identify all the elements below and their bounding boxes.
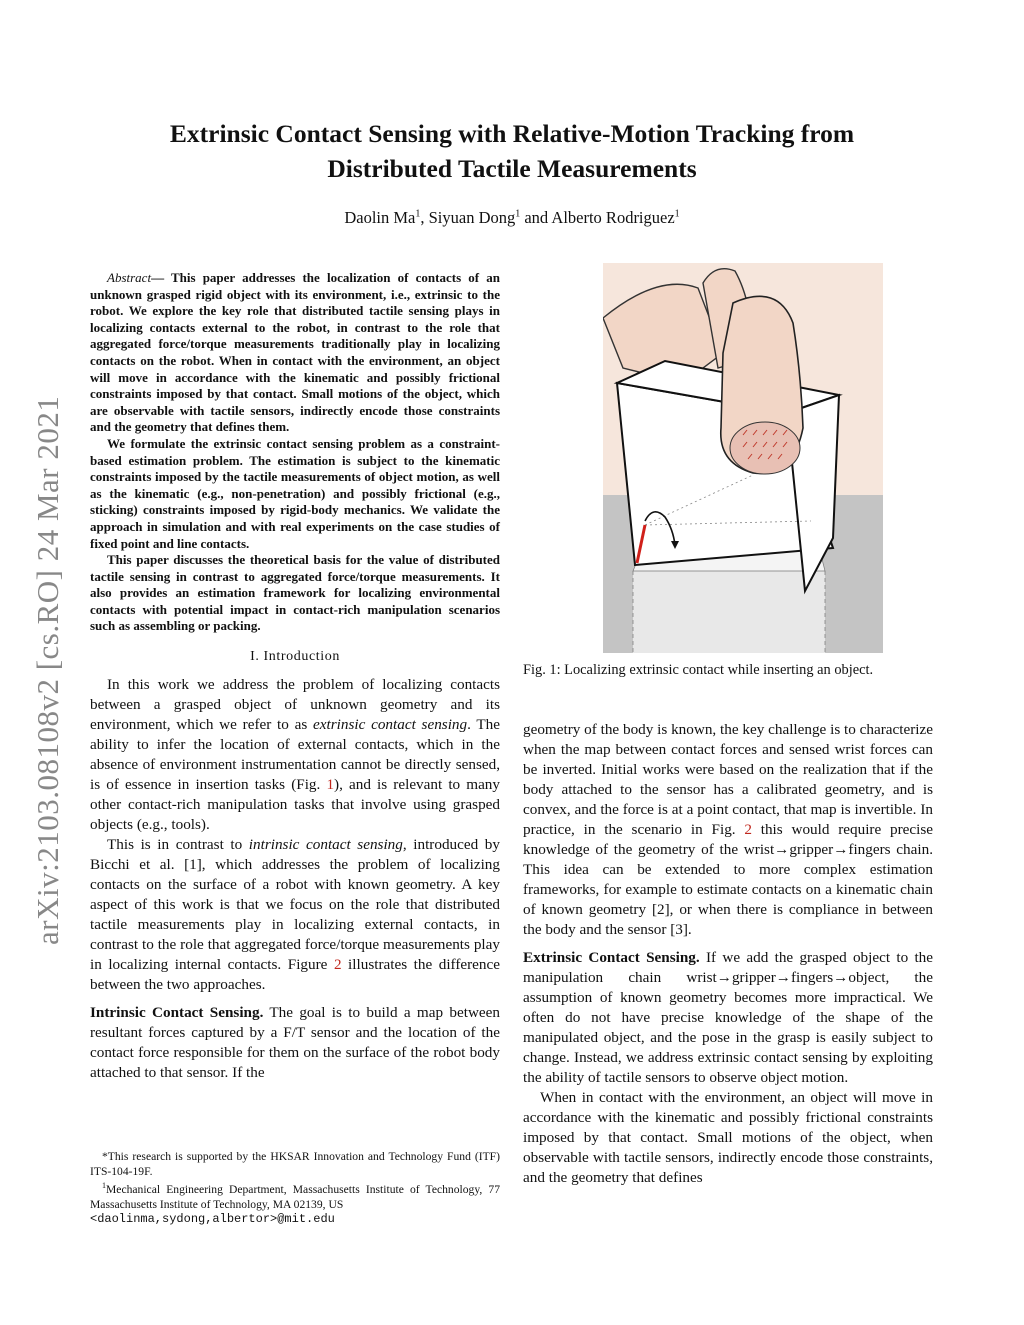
author-name: Daolin Ma: [344, 208, 416, 227]
abstract-label: Abstract: [107, 270, 152, 285]
paragraph-heading: Extrinsic Contact Sensing.: [523, 949, 700, 966]
text-run: illustrates the difference between the two approaches.: [90, 956, 500, 994]
footnote-marker: 1: [102, 1181, 106, 1191]
body-paragraph: [523, 948, 933, 1088]
left-column: [90, 270, 500, 1083]
figure-1-illustration: [603, 263, 883, 653]
text-run: . The ability to infer the location of external contacts, which in the absence of environment instrumentation cannot be directly sensed, is of essence in insertion tasks (Fig.: [90, 716, 500, 794]
text-run: , introduced by Bicchi et al. [1], which addresses the problem of localizing contacts on the surface of a robot with known geometry. A key aspect of this work is that we focus on the role that distributed tactile measurements play in localizing external contacts, in contrast to the role that aggregated force/torque measurements play in localizing internal contacts. Figure: [90, 836, 500, 974]
body-paragraph: [90, 1003, 500, 1083]
slot-floor: [633, 571, 825, 653]
abstract: [90, 270, 500, 635]
emphasis: extrinsic contact sensing: [313, 716, 468, 734]
emphasis: intrinsic contact sensing: [248, 836, 403, 854]
figure-1: [603, 263, 883, 653]
paragraph-heading: Intrinsic Contact Sensing.: [90, 1004, 264, 1022]
right-column: [523, 720, 933, 1188]
text-run: If we add the grasped object to the manipulation chain wrist→gripper→fingers→object, the assumption of known geometry becomes more impractical. We often do not have precise knowledge of the shape of the manipulated object, and the pose in the grasp is easily subject to change. Instead, we address extrinsic contact sensing by exploiting the ability of tactile sensors to observe object motion.: [523, 949, 934, 1086]
text-run: this would require precise knowledge of the geometry of the wrist→gripper→fingers chain. This idea can be extended to more complex estimation frameworks, for example to estimate contacts on a kinematic chain of known geometry [2], or when there is compliance in between the body and the sensor [3].: [523, 821, 934, 938]
footnotes: [90, 1150, 500, 1227]
body-paragraph: [523, 720, 933, 940]
author-name: Alberto Rodriguez: [551, 208, 675, 227]
figure-ref-link[interactable]: 2: [744, 821, 752, 838]
text-run: Mechanical Engineering Department, Massachusetts Institute of Technology, 77 Massachusetts Institute of Technology, MA 02139, US: [90, 1183, 500, 1211]
author-separator: ,: [420, 208, 429, 227]
text-run: This is in contrast to: [107, 836, 249, 854]
figure-ref-link[interactable]: 1: [326, 776, 335, 794]
author-name: Siyuan Dong: [428, 208, 516, 227]
author-list: [100, 208, 924, 228]
body-paragraph: [90, 675, 500, 835]
text-run: geometry of the body is known, the key challenge is to characterize when the map between contact forces and sensed wrist forces can be inverted. Initial works were based on the realization that if the body attached to the sensor has a calibrated geometry, and is convex, and the force is at a point contact, that map is invertible. In practice, in the scenario in Fig.: [523, 721, 933, 838]
abstract-paragraph: This paper discusses the theoretical basis for the value of distributed tactile sensing in contrast to aggregated force/torque measurements. It also provides an estimation framework for localizing environmental contacts with potential impact in contact-rich manipulation scenarios such as assembling or packing.: [90, 552, 500, 634]
author-affil: 1: [515, 208, 521, 220]
section-heading-introduction: I. Introduction: [250, 649, 340, 665]
figure-ref-link[interactable]: 2: [333, 956, 342, 974]
author-affil: 1: [415, 208, 421, 220]
abstract-paragraph: — This paper addresses the localization of contacts of an unknown grasped rigid object with its environment, i.e., extrinsic to the robot. We explore the key role that distributed tactile sensing plays in localizing contacts external to the robot, in contrast to the role that aggregated force/torque measurements traditionally play in localizing contacts on the robot. When in contact with the environment, an object will move in accordance with the kinematic and possibly frictional constraints imposed by that contact. Small motions of the object, which are observable with tactile sensors, indirectly encode those constraints and the geometry that defines them.: [90, 270, 500, 435]
title-line-2: Distributed Tactile Measurements: [327, 154, 697, 183]
title-line-1: Extrinsic Contact Sensing with Relative-Motion Tracking from: [169, 119, 855, 148]
author-separator: and: [520, 208, 552, 227]
footnote-funding: *This research is supported by the HKSAR Innovation and Technology Fund (ITF) ITS-104-19F.: [90, 1150, 500, 1178]
figure-1-caption: Fig. 1: Localizing extrinsic contact while inserting an object.: [523, 662, 874, 678]
text-run: ), and is relevant to many other contact-rich manipulation tasks that involve using grasped objects (e.g., tools).: [90, 776, 500, 834]
author-affil: 1: [674, 208, 680, 220]
introduction-text: [90, 675, 500, 1083]
right-column-text: [523, 720, 933, 1188]
paper-title: [100, 116, 924, 186]
arxiv-identifier: arXiv:2103.08108v2 [cs.RO] 24 Mar 2021: [30, 395, 65, 945]
body-paragraph: When in contact with the environment, an object will move in accordance with the kinematic and possibly frictional constraints imposed by that contact. Small motions of the object, when observable with tactile sensors, indirectly encode those constraints, and the geometry that defines: [523, 1089, 933, 1186]
text-run: In this work we address the problem of localizing contacts between a grasped object of unknown geometry and its environment, which we refer to as: [90, 676, 500, 734]
tactile-sensor-pad: [730, 422, 800, 474]
body-paragraph: [90, 835, 500, 995]
text-run: The goal is to build a map between resultant forces captured by a F/T sensor and the location of the contact force responsible for them on the surface of the robot body attached to that sensor. If the: [90, 1004, 500, 1082]
footnote-affiliation: [90, 1179, 500, 1212]
footnote-email: <daolinma,sydong,albertor>@mit.edu: [90, 1212, 335, 1227]
abstract-paragraph: We formulate the extrinsic contact sensing problem as a constraint-based estimation problem. The estimation is subject to the kinematic constraints imposed by the tactile measurements of object motion, as well as the kinematic (e.g., non-penetration) and possibly frictional (e.g., sticking) constraints imposed by rigid-body mechanics. We validate the approach in simulation and with real experiments on the case studies of fixed point and line contacts.: [90, 435, 500, 551]
